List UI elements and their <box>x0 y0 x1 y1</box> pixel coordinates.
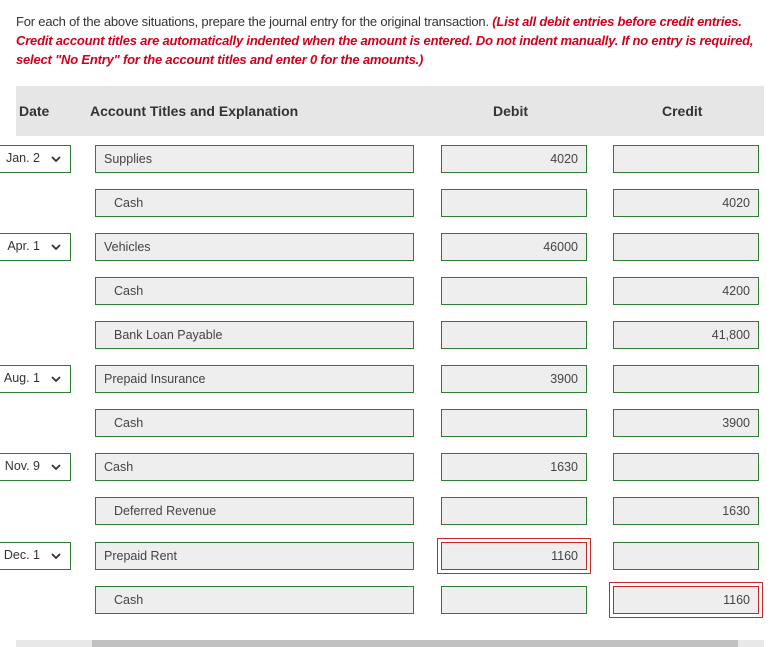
date-value: Jan. 2 <box>5 151 40 165</box>
date-value: Aug. 1 <box>3 371 40 385</box>
instructions <box>16 12 756 69</box>
debit-input[interactable] <box>441 321 587 349</box>
credit-input[interactable]: 41,800 <box>613 321 759 349</box>
account-title-field[interactable]: Cash <box>95 189 414 217</box>
debit-input[interactable] <box>441 497 587 525</box>
debit-input[interactable]: 4020 <box>441 145 587 173</box>
credit-input[interactable]: 4020 <box>613 189 759 217</box>
debit-input[interactable]: 46000 <box>441 233 587 261</box>
account-title-field[interactable]: Bank Loan Payable <box>95 321 414 349</box>
header-debit: Debit <box>493 103 528 119</box>
date-select[interactable] <box>0 453 71 481</box>
debit-input[interactable]: 1160 <box>441 542 587 570</box>
credit-input[interactable] <box>613 365 759 393</box>
account-title-field[interactable]: Deferred Revenue <box>95 497 414 525</box>
date-value: Apr. 1 <box>7 239 40 253</box>
header-date: Date <box>19 103 50 119</box>
table-row <box>0 586 770 614</box>
chevron-down-icon <box>50 550 62 562</box>
date-value: Nov. 9 <box>4 459 40 473</box>
credit-input[interactable] <box>613 542 759 570</box>
credit-input[interactable]: 1160 <box>613 586 759 614</box>
credit-input[interactable]: 1630 <box>613 497 759 525</box>
debit-input[interactable] <box>441 586 587 614</box>
table-row <box>0 145 770 173</box>
debit-input[interactable]: 3900 <box>441 365 587 393</box>
credit-input[interactable]: 3900 <box>613 409 759 437</box>
date-select[interactable] <box>0 365 71 393</box>
table-header <box>16 86 764 136</box>
account-title-field[interactable]: Cash <box>95 409 414 437</box>
credit-input[interactable] <box>613 145 759 173</box>
credit-input[interactable] <box>613 453 759 481</box>
account-title-field[interactable]: Supplies <box>95 145 414 173</box>
chevron-down-icon <box>50 153 62 165</box>
table-row <box>0 277 770 305</box>
instructions-text: For each of the above situations, prepare the journal entry for the original transaction. <box>16 14 493 29</box>
scrollbar-thumb[interactable] <box>92 640 738 647</box>
table-row <box>0 409 770 437</box>
account-title-field[interactable]: Prepaid Rent <box>95 542 414 570</box>
account-title-field[interactable]: Cash <box>95 277 414 305</box>
table-row <box>0 189 770 217</box>
date-value: Dec. 1 <box>3 548 40 562</box>
account-title-field[interactable]: Prepaid Insurance <box>95 365 414 393</box>
table-row <box>0 321 770 349</box>
header-credit: Credit <box>662 103 703 119</box>
debit-input[interactable] <box>441 189 587 217</box>
account-title-field[interactable]: Cash <box>95 586 414 614</box>
table-row <box>0 497 770 525</box>
table-row <box>0 453 770 481</box>
header-account: Account Titles and Explanation <box>90 103 299 119</box>
chevron-down-icon <box>50 241 62 253</box>
table-row <box>0 542 770 570</box>
chevron-down-icon <box>50 461 62 473</box>
debit-input[interactable] <box>441 277 587 305</box>
date-select[interactable] <box>0 233 71 261</box>
account-title-field[interactable]: Cash <box>95 453 414 481</box>
debit-input[interactable] <box>441 409 587 437</box>
account-title-field[interactable]: Vehicles <box>95 233 414 261</box>
debit-input[interactable]: 1630 <box>441 453 587 481</box>
instructions-emphasis: (List all debit entries before credit entries. Credit account titles are automatically indented when the amount is entered. Do not indent manually. If no entry is required, select "No Entry" for the account titles and enter 0 for the amounts.) <box>16 14 754 67</box>
credit-input[interactable]: 4200 <box>613 277 759 305</box>
date-select[interactable] <box>0 542 71 570</box>
date-select[interactable] <box>0 145 71 173</box>
chevron-down-icon <box>50 373 62 385</box>
credit-input[interactable] <box>613 233 759 261</box>
table-row <box>0 233 770 261</box>
table-row <box>0 365 770 393</box>
